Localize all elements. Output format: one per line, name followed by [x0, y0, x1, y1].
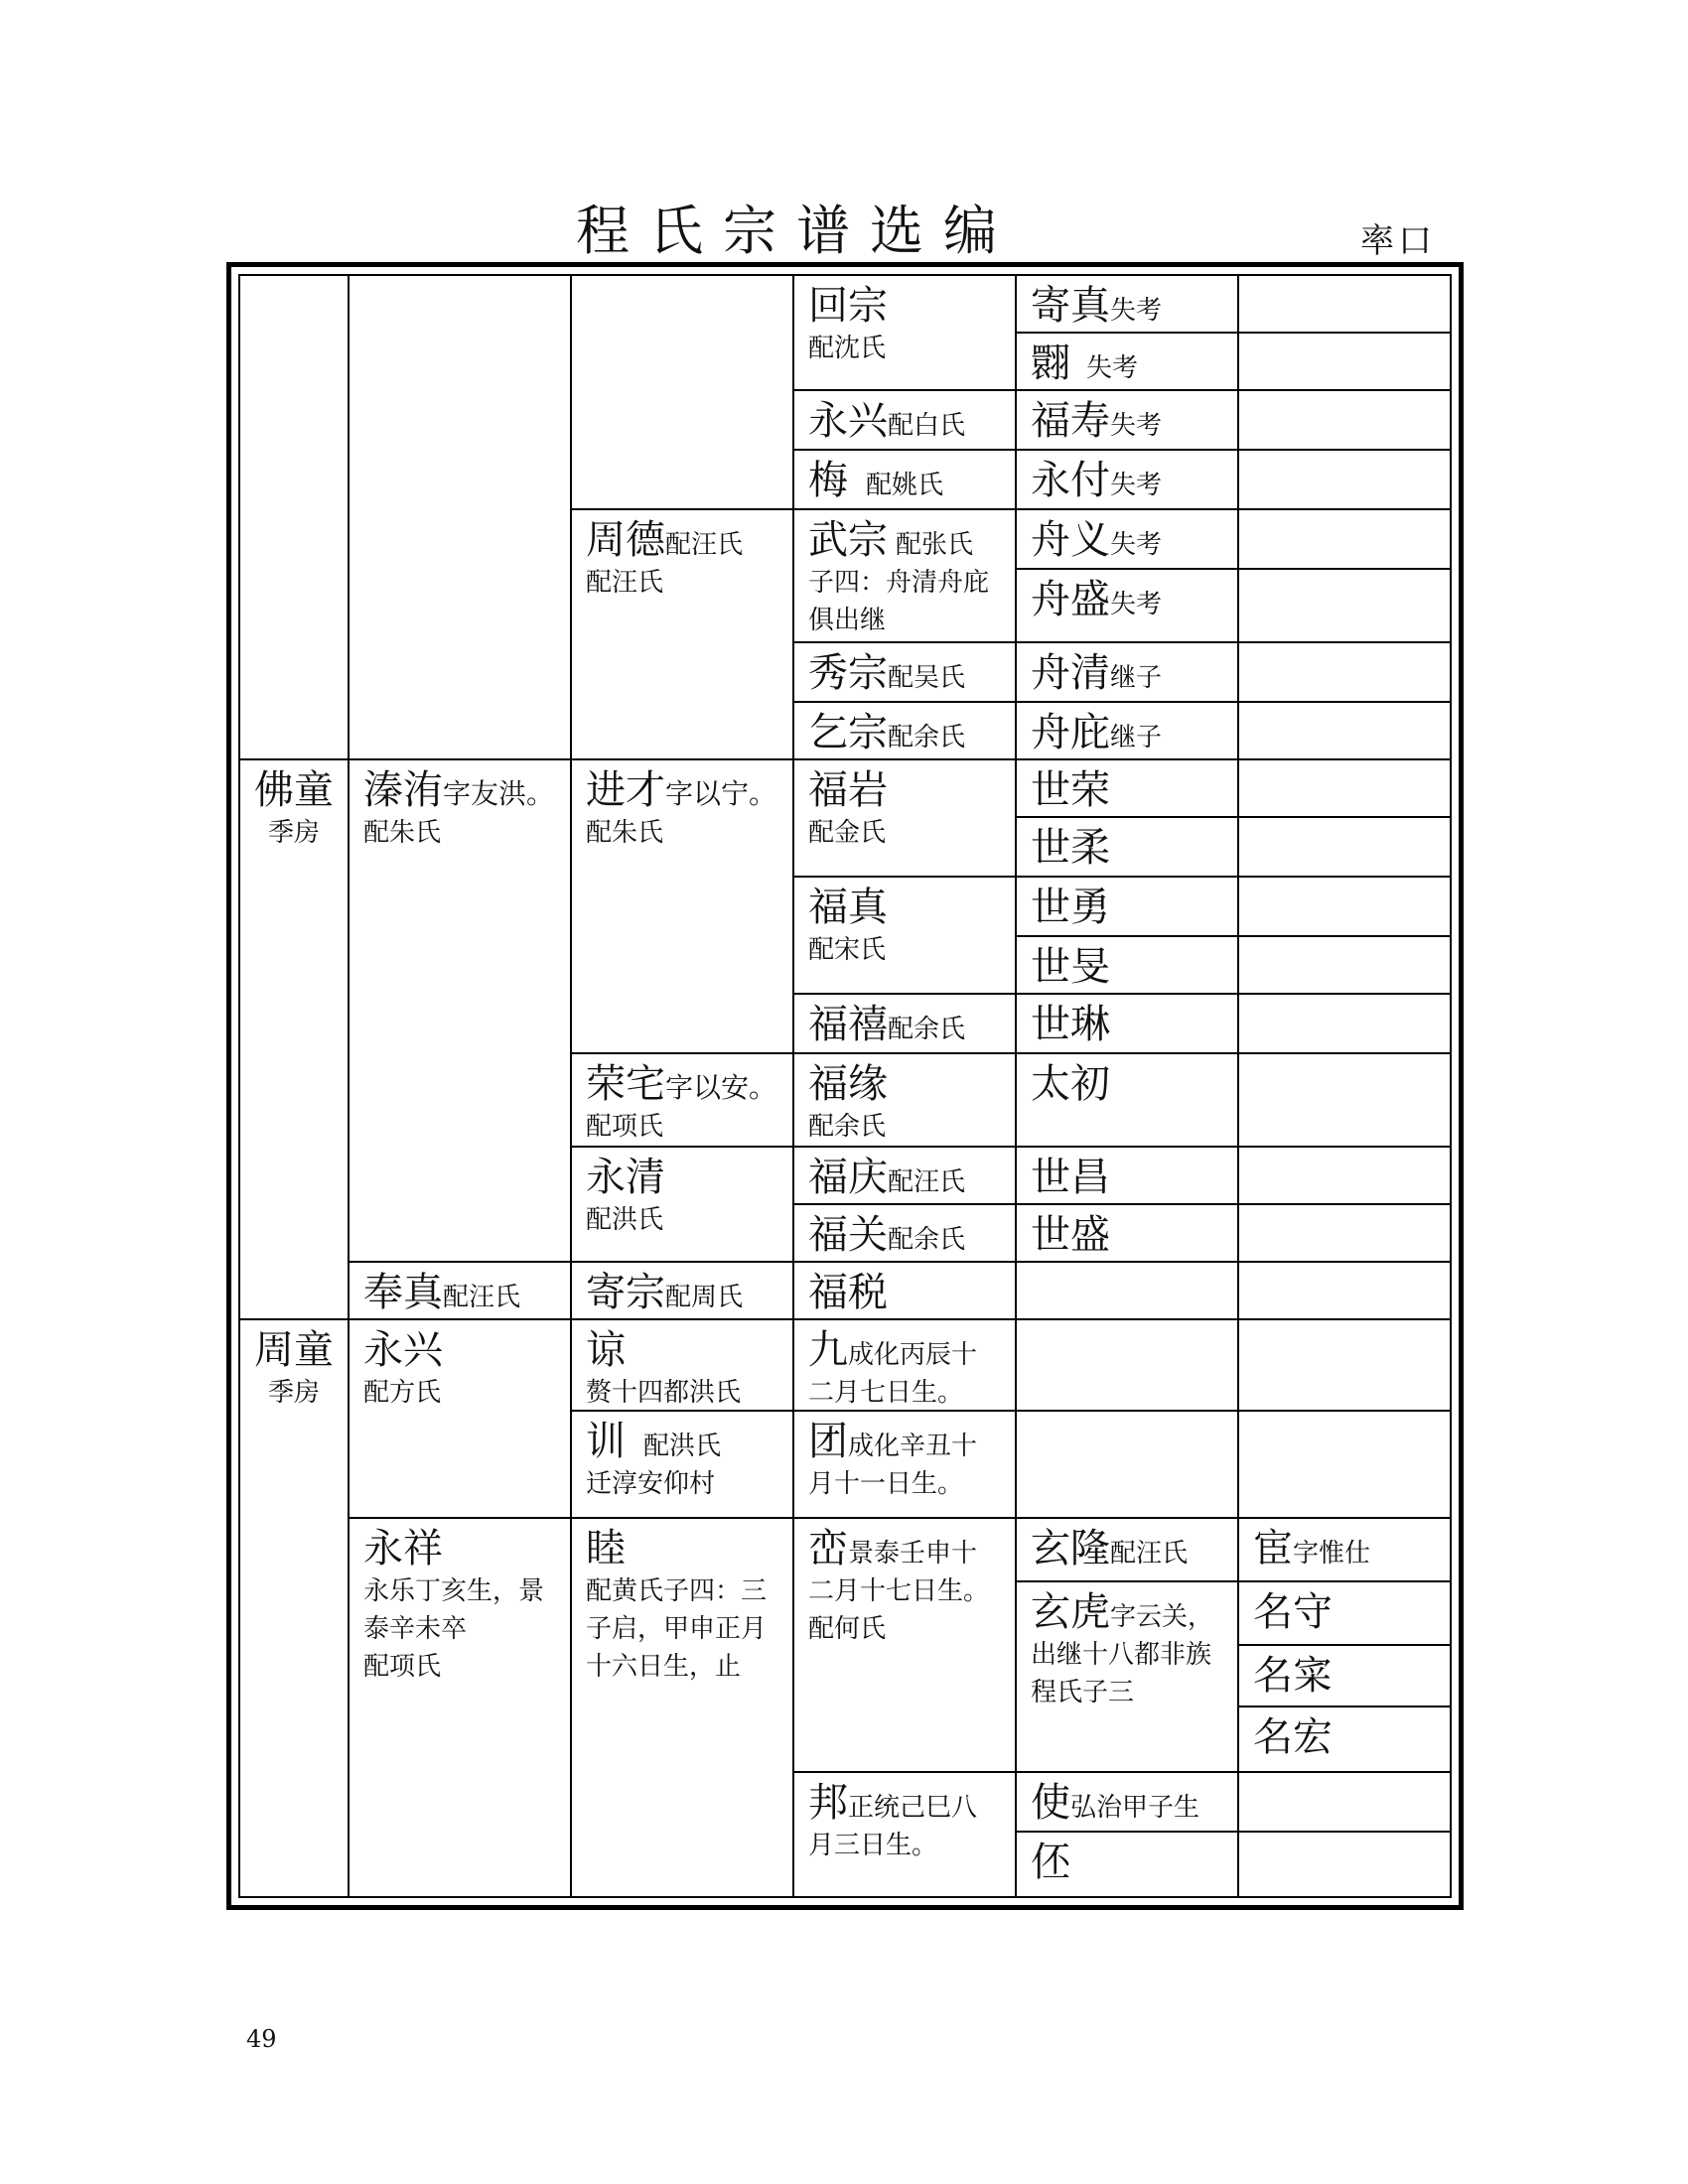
- page-number: 49: [246, 2025, 277, 2053]
- jiu-note: 成化丙辰十二月七日生。: [808, 1340, 978, 1408]
- jizhen-note: 失考: [1110, 296, 1163, 326]
- xuanhu-note: 字云关，出继十八都非族程氏子三: [1031, 1602, 1214, 1707]
- person-fengzhen: 奉真: [363, 1270, 443, 1315]
- cell-zhoude: [572, 510, 794, 760]
- person-fushui: 福税: [808, 1270, 888, 1315]
- person-fuyan: 福岩: [808, 767, 888, 813]
- bang-note: 正统己巳八月三日生。: [808, 1793, 978, 1860]
- cell-jizhen: [1017, 276, 1239, 334]
- cell-qiuxu: [350, 760, 572, 1263]
- huan-style-name: 字惟仕: [1293, 1539, 1371, 1569]
- cell-col6-r17: [1239, 1263, 1450, 1320]
- cell-col6-r13: [1239, 995, 1450, 1054]
- cell-col5-empty-3: [1017, 1412, 1239, 1519]
- cell-col6-r25: [1239, 1833, 1450, 1896]
- fuguan-wife: 配余氏: [888, 1225, 966, 1255]
- cell-zhousheng: [1017, 570, 1239, 643]
- cell-col6-r1: [1239, 276, 1450, 334]
- cell-yongxing2: [350, 1320, 572, 1519]
- person-huan: 宦: [1253, 1526, 1293, 1571]
- person-fuxi: 福禧: [808, 1002, 888, 1047]
- cell-col5-empty-2: [1017, 1320, 1239, 1412]
- person-zhoubi: 舟庇: [1031, 710, 1110, 755]
- rongzhai-wife: 配项氏: [586, 1112, 664, 1142]
- cell-yongxing: [794, 391, 1017, 451]
- person-xun: 翾: [1031, 341, 1070, 386]
- person-zhoutong: 周童: [254, 1327, 334, 1373]
- luan-note: 景泰壬申十二月十七日生。: [808, 1539, 990, 1606]
- cell-col6-r16: [1239, 1205, 1450, 1263]
- cell-shirong: [1017, 760, 1239, 818]
- zhoubi-note: 继子: [1110, 723, 1163, 752]
- cell-fuguan: [794, 1205, 1017, 1263]
- qiuxu-wife: 配朱氏: [363, 818, 442, 848]
- cell-mei: [794, 451, 1017, 510]
- cell-zhouyi: [1017, 510, 1239, 570]
- person-liang: 谅: [586, 1327, 626, 1373]
- person-qizong: 乞宗: [808, 710, 888, 755]
- cell-fuqing: [794, 1148, 1017, 1205]
- cell-zhouqing: [1017, 643, 1239, 703]
- person-yongxing: 永兴: [808, 398, 888, 444]
- cell-zhoubi: [1017, 703, 1239, 760]
- yongqing-wife: 配洪氏: [586, 1205, 664, 1235]
- yongfu-note: 失考: [1110, 471, 1163, 500]
- person-shirou: 世柔: [1031, 825, 1110, 871]
- person-jizong: 寄宗: [586, 1270, 665, 1315]
- fengzhen-wife: 配汪氏: [443, 1283, 521, 1312]
- cell-shimin: [1017, 937, 1239, 995]
- cell-jizong: [572, 1263, 794, 1320]
- cell-col6-r5: [1239, 510, 1450, 570]
- jincai-wife: 配朱氏: [586, 818, 664, 848]
- cell-col6-r24: [1239, 1773, 1450, 1833]
- cell-minghong: [1239, 1707, 1450, 1773]
- cell-rongzhai: [572, 1054, 794, 1148]
- cell-qizong: [794, 703, 1017, 760]
- person-zhoude: 周德: [586, 517, 665, 563]
- cell-wuzong: [794, 510, 1017, 643]
- person-shisheng: 世盛: [1031, 1212, 1110, 1258]
- person-huizong: 回宗: [808, 283, 888, 329]
- person-yongxing2: 永兴: [363, 1327, 443, 1373]
- person-mingshou: 名守: [1253, 1589, 1333, 1635]
- person-fuzhen: 福真: [808, 885, 888, 930]
- person-yongqing: 永清: [586, 1155, 665, 1200]
- fuyuan-wife: 配余氏: [808, 1112, 887, 1142]
- liang-note: 赘十四都洪氏: [586, 1378, 742, 1408]
- person-shirong: 世荣: [1031, 767, 1110, 813]
- person-mei: 梅: [808, 458, 848, 503]
- cell-pi: [1017, 1833, 1239, 1896]
- qiuxu-style-name: 字友洪。: [443, 777, 555, 810]
- branch-zhoutong: 季房: [267, 1378, 320, 1408]
- cell-col6-r9: [1239, 760, 1450, 818]
- person-shiyong: 世勇: [1031, 885, 1110, 930]
- cell-huizong: [794, 276, 1017, 391]
- person-yongfu: 永付: [1031, 458, 1110, 503]
- person-shi: 使: [1031, 1780, 1070, 1826]
- zhousheng-note: 失考: [1110, 590, 1163, 619]
- cell-xuanlong: [1017, 1519, 1239, 1582]
- cell-col6-r10: [1239, 818, 1450, 878]
- cell-taichu: [1017, 1054, 1239, 1148]
- wuzong-wife: 配张氏: [896, 530, 974, 560]
- cell-yongfu: [1017, 451, 1239, 510]
- cell-col2-top: [350, 276, 572, 760]
- cell-col6-r14: [1239, 1054, 1450, 1148]
- person-zhousheng: 舟盛: [1031, 577, 1110, 622]
- person-pi: 伾: [1031, 1840, 1070, 1885]
- xun2-note: 迁淳安仰村: [586, 1469, 716, 1499]
- xun-note: 失考: [1086, 353, 1139, 383]
- person-yongxiang: 永祥: [363, 1526, 443, 1571]
- yongxiang-note: 永乐丁亥生，景泰辛未卒: [363, 1576, 545, 1644]
- cell-fuzhen: [794, 878, 1017, 995]
- cell-col6-r8: [1239, 703, 1450, 760]
- cell-col6-r11: [1239, 878, 1450, 937]
- cell-jincai: [572, 760, 794, 1054]
- cell-xuanhu: [1017, 1582, 1239, 1773]
- person-mu: 睦: [586, 1526, 626, 1571]
- zhouyi-note: 失考: [1110, 530, 1163, 560]
- person-xuanhu: 玄虎: [1031, 1589, 1110, 1635]
- wuzong-note: 子四：舟清舟庇俱出继: [808, 568, 990, 635]
- fushou-note: 失考: [1110, 411, 1163, 441]
- yongxing-wife: 配白氏: [888, 411, 966, 441]
- cell-fushui: [794, 1263, 1017, 1320]
- fuzhen-wife: 配宋氏: [808, 935, 887, 965]
- luan-wife: 配何氏: [808, 1614, 887, 1644]
- cell-mingcai: [1239, 1646, 1450, 1707]
- cell-luan: [794, 1519, 1017, 1773]
- cell-xiuzong: [794, 643, 1017, 703]
- person-zhouqing: 舟清: [1031, 650, 1110, 696]
- person-fuqing: 福庆: [808, 1155, 888, 1200]
- cell-fuyan: [794, 760, 1017, 878]
- person-shilin: 世琳: [1031, 1002, 1110, 1047]
- zhoude-wife-2: 配汪氏: [586, 568, 664, 598]
- person-wuzong: 武宗: [808, 517, 888, 563]
- cell-xun2: [572, 1412, 794, 1519]
- cell-jiu: [794, 1320, 1017, 1412]
- person-bang: 邦: [808, 1780, 848, 1826]
- person-luan: 峦: [808, 1526, 848, 1571]
- cell-shilin: [1017, 995, 1239, 1054]
- cell-col6-r6: [1239, 570, 1450, 643]
- person-jiu: 九: [808, 1327, 848, 1373]
- qizong-wife: 配余氏: [888, 723, 966, 752]
- person-fuyuan: 福缘: [808, 1061, 888, 1107]
- cell-shi: [1017, 1773, 1239, 1833]
- branch-fotong: 季房: [267, 818, 320, 848]
- cell-huan: [1239, 1519, 1450, 1582]
- person-mingcai: 名寀: [1253, 1653, 1333, 1699]
- shi-note: 弘治甲子生: [1070, 1793, 1200, 1823]
- person-xun2: 训: [586, 1419, 626, 1464]
- person-shimin: 世旻: [1031, 944, 1110, 990]
- cell-shirou: [1017, 818, 1239, 878]
- yongxiang-wife: 配项氏: [363, 1652, 442, 1682]
- cell-fotong: [240, 760, 350, 1320]
- person-tuan: 团: [808, 1419, 848, 1464]
- cell-col6-r7: [1239, 643, 1450, 703]
- cell-col1-top: [240, 276, 350, 760]
- xiuzong-wife: 配吴氏: [888, 663, 966, 693]
- cell-yongqing: [572, 1148, 794, 1263]
- person-taichu: 太初: [1031, 1061, 1110, 1107]
- mei-wife: 配姚氏: [866, 471, 944, 500]
- xuanlong-wife: 配汪氏: [1110, 1539, 1189, 1569]
- fuxi-wife: 配余氏: [888, 1015, 966, 1044]
- cell-mingshou: [1239, 1582, 1450, 1646]
- person-rongzhai: 荣宅: [586, 1061, 665, 1107]
- cell-fuyuan: [794, 1054, 1017, 1148]
- genealogy-table: [238, 274, 1452, 1898]
- person-zhouyi: 舟义: [1031, 517, 1110, 563]
- cell-xun: [1017, 334, 1239, 391]
- person-jizhen: 寄真: [1031, 283, 1110, 329]
- xun2-wife: 配洪氏: [643, 1432, 722, 1461]
- cell-zhoutong: [240, 1320, 350, 1896]
- fuyan-wife: 配金氏: [808, 818, 887, 848]
- zhouqing-note: 继子: [1110, 663, 1163, 693]
- cell-shiyong: [1017, 878, 1239, 937]
- person-fuguan: 福关: [808, 1212, 888, 1258]
- mu-note: 配黄氏子四：三子启，甲申正月十六日生，止: [586, 1576, 768, 1682]
- person-xuanlong: 玄隆: [1031, 1526, 1110, 1571]
- cell-col6-r4: [1239, 451, 1450, 510]
- cell-col6-r15: [1239, 1148, 1450, 1205]
- place-name: 率口: [1360, 221, 1436, 261]
- person-jincai: 进才: [586, 767, 665, 813]
- cell-tuan: [794, 1412, 1017, 1519]
- huizong-wife: 配沈氏: [808, 334, 887, 363]
- fuqing-wife: 配汪氏: [888, 1167, 966, 1197]
- person-shichang: 世昌: [1031, 1155, 1110, 1200]
- rongzhai-style-name: 字以安。: [665, 1071, 777, 1104]
- cell-yongxiang: [350, 1519, 572, 1896]
- cell-shisheng: [1017, 1205, 1239, 1263]
- cell-col6-r2: [1239, 334, 1450, 391]
- person-fushou: 福寿: [1031, 398, 1110, 444]
- person-xiuzong: 秀宗: [808, 650, 888, 696]
- cell-col6-r19: [1239, 1412, 1450, 1519]
- cell-shichang: [1017, 1148, 1239, 1205]
- page-title: 程氏宗谱选编: [576, 200, 1017, 262]
- cell-col6-r18: [1239, 1320, 1450, 1412]
- jizong-wife: 配周氏: [665, 1283, 744, 1312]
- cell-mu: [572, 1519, 794, 1896]
- jincai-style-name: 字以宁。: [665, 777, 777, 810]
- cell-fengzhen: [350, 1263, 572, 1320]
- cell-col6-r12: [1239, 937, 1450, 995]
- cell-bang: [794, 1773, 1017, 1896]
- zhoude-wife-1: 配汪氏: [665, 530, 744, 560]
- person-qiuxu: 溱洧: [363, 767, 443, 813]
- tuan-note: 成化辛丑十月十一日生。: [808, 1432, 978, 1499]
- yongxing2-wife: 配方氏: [363, 1378, 442, 1408]
- cell-fushou: [1017, 391, 1239, 451]
- cell-liang: [572, 1320, 794, 1412]
- cell-col3-top: [572, 276, 794, 510]
- cell-col5-empty-1: [1017, 1263, 1239, 1320]
- cell-col6-r3: [1239, 391, 1450, 451]
- cell-fuxi: [794, 995, 1017, 1054]
- person-fotong: 佛童: [254, 767, 334, 813]
- person-minghong: 名宏: [1253, 1714, 1333, 1760]
